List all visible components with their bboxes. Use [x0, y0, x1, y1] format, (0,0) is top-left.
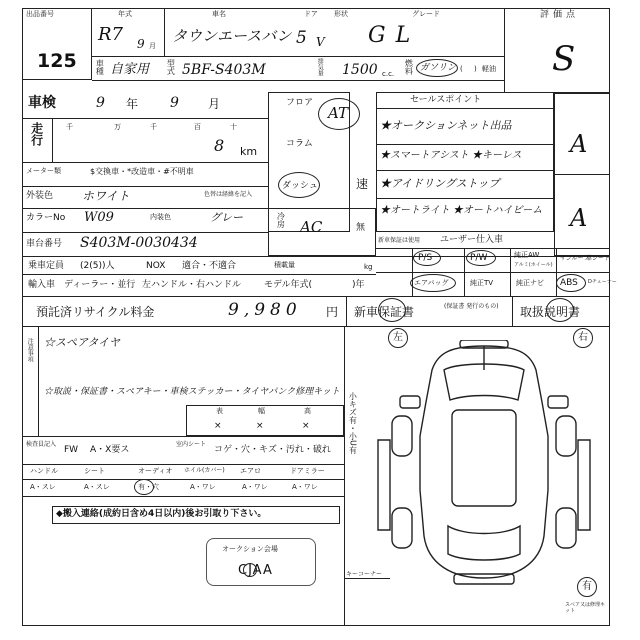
import-value: ディーラー・並行 — [64, 280, 136, 290]
recycle-value: 9,980 — [228, 300, 302, 320]
chassis-value: S403M-0030434 — [80, 235, 198, 251]
small-header-2: 幅 — [258, 407, 265, 415]
small-mark-1: × — [214, 421, 222, 431]
header-sep-1 — [164, 8, 165, 56]
recycle-sep — [346, 296, 347, 326]
car-rear — [448, 526, 520, 560]
chassis-top — [22, 232, 268, 233]
pw-circle — [466, 250, 496, 266]
sales-item-4: ★オートライト ★オートハイビーム — [380, 205, 543, 216]
sales-item-3: ★アイドリングストップ — [380, 177, 500, 190]
equip-navi: 純正ナビ — [516, 279, 544, 287]
wheel-rear-right — [556, 508, 576, 548]
notes-side-sep — [38, 326, 39, 436]
model-label: 型式 — [166, 59, 176, 75]
equip-airbag: エアバッグ — [414, 279, 449, 287]
import-label: 輸入車 — [28, 280, 56, 290]
aircon-label: 冷房 — [276, 212, 286, 228]
color-value: ホワイト — [82, 189, 130, 203]
car-outline — [420, 346, 548, 578]
new-car-notice: 新車保証は使用 — [378, 237, 421, 244]
recycle-top — [22, 296, 610, 297]
year-label: 年式 — [118, 10, 132, 18]
nox-label: NOX — [146, 261, 166, 271]
left-mirror — [400, 396, 420, 408]
equip-dtuner: Dチューナー — [588, 279, 617, 285]
exterior-rating: A — [570, 130, 588, 158]
score-value: S — [552, 39, 576, 79]
lot-number-label: 出品番号 — [26, 10, 54, 18]
import-model-year-end: )年 — [352, 280, 365, 290]
value-audio: 有・穴 — [138, 483, 159, 491]
equip-abs: ABS — [560, 278, 578, 288]
carname-value: タウンエースバン — [172, 27, 292, 45]
import-model-year: モデル年式( — [264, 280, 313, 290]
inspection-year: 9 — [96, 95, 105, 111]
shift-floor: フロア — [286, 98, 314, 108]
lot-number-value: 125 — [37, 50, 77, 72]
audio-circle — [134, 479, 154, 495]
value-wheel: A・ワレ — [190, 483, 216, 491]
notes-side-label: 注意事項 — [26, 338, 34, 362]
shift-dash: ダッシュ — [282, 181, 318, 191]
sales-line-1 — [376, 144, 554, 145]
room-label: 室内シート — [176, 441, 207, 448]
docs-sep — [512, 296, 513, 326]
interior-value: グレー — [210, 211, 243, 224]
small-table — [186, 405, 344, 436]
recycle-unit: 円 — [326, 305, 339, 319]
manual-circle — [546, 298, 574, 322]
equip-ps: P/S — [418, 253, 433, 263]
value-handle: A・スレ — [30, 483, 56, 491]
inspection-label: 車検 — [28, 95, 56, 111]
manual-label: 取扱説明書 — [520, 305, 581, 319]
spare-circle — [577, 577, 597, 597]
side-left — [378, 440, 390, 530]
chassis-label: 車台番号 — [26, 239, 63, 249]
value-mirror: A・ワレ — [292, 483, 318, 491]
shape-label: 形状 — [334, 10, 348, 18]
stamp-circle — [243, 563, 257, 577]
color-top — [22, 186, 268, 187]
capacity-label: 乗車定員 — [28, 261, 65, 271]
usage-value: 自家用 — [110, 62, 150, 77]
room-value: コゲ・穴・キズ・汚れ・破れ — [214, 445, 331, 455]
small-header-1: 表 — [216, 407, 223, 415]
mileage-label: 走行 — [29, 122, 44, 146]
sales-line-0 — [376, 108, 554, 109]
recycle-bottom — [22, 326, 610, 327]
warranty-note: (保証書 発行のもの) — [444, 303, 499, 310]
side-right — [578, 440, 590, 530]
notes-line-1: ☆スペアタイヤ — [44, 336, 121, 349]
check-mid-1 — [22, 464, 344, 465]
ps-circle — [413, 250, 441, 266]
door-label: ドア — [304, 10, 318, 18]
grade-value: GL — [368, 23, 421, 48]
grade-label: グレード — [412, 10, 440, 18]
shape-value: V — [316, 35, 325, 49]
aircon-value: AC — [300, 218, 323, 236]
sales-item-2: ★スマートアシスト ★キーレス — [380, 150, 522, 161]
row2-bottom — [92, 80, 504, 81]
field-mirror: ドアミラー — [290, 467, 325, 475]
capacity-value: (2(5))人 — [80, 261, 115, 271]
equip-leather: 革シート — [586, 255, 611, 262]
color-label: 外装色 — [26, 191, 54, 201]
inspection-month-unit: 月 — [208, 97, 221, 111]
stamp-line-2: CJAA — [238, 563, 273, 578]
sales-item-1: ★オークションネット出品 — [380, 119, 512, 132]
meter-label: メーター類 — [26, 167, 61, 175]
notes-sep — [344, 326, 345, 626]
score-label: 評価点 — [540, 10, 580, 20]
color-code-label: カラーNo — [26, 213, 66, 223]
fuel-paren-close: ) — [474, 65, 477, 73]
year-value: R7 — [98, 24, 124, 45]
scratch-note: 小キズ有・小U有 — [348, 392, 358, 454]
equip-aw-note: アルミ(ホイール) — [514, 262, 553, 268]
small-mark-3: × — [302, 421, 310, 431]
interior-rating: A — [570, 204, 588, 232]
nox-value: 適合・不適合 — [182, 261, 237, 271]
airbag-circle — [410, 274, 456, 292]
interior-label: 内装色 — [150, 213, 171, 221]
inspection-bottom — [22, 118, 268, 119]
abs-circle — [556, 274, 586, 292]
shift-at: AT — [328, 104, 349, 122]
color-code-value: W09 — [84, 210, 114, 225]
fw-value: A・X要ス — [90, 445, 130, 455]
notes-line-2: ☆取説・保証書・スペアキー・車検ステッカー・タイヤパンク修理キット — [44, 387, 340, 397]
load-unit: kg — [364, 263, 373, 271]
spare-note: スペア又は修理キット — [565, 602, 606, 614]
equip-aw: 純正AW — [514, 251, 540, 259]
wheel-rear-left — [392, 508, 412, 548]
value-seat: A・スレ — [84, 483, 110, 491]
user-equipment-title: ユーザー仕入車 — [440, 235, 504, 245]
mileage-unit-1: 千 — [66, 123, 73, 131]
right-mirror — [548, 396, 568, 408]
meter-options: $交換車・*改造車・#不明車 — [90, 167, 194, 176]
import-handle: 左ハンドル・右ハンドル — [142, 280, 242, 290]
warranty-label: 新車保証書 — [354, 305, 415, 319]
transport-notice: ◆搬入連絡(成約日含め4日以内)後お引取り下さい。 — [56, 509, 267, 519]
fuel-circle — [416, 59, 458, 77]
equip-sunroof: サンルーフ — [560, 255, 590, 262]
fw-label: FW — [64, 445, 79, 455]
doors-value: 5 — [296, 28, 307, 48]
displacement-label: 排気量 — [316, 58, 324, 76]
carname-label: 車名 — [212, 10, 226, 18]
check-top — [22, 436, 344, 437]
month-value: 9 — [137, 37, 145, 51]
mileage-value: 8 — [214, 136, 225, 155]
month-unit: 月 — [149, 42, 156, 50]
rating-sep — [554, 174, 610, 175]
value-aero: A・ワレ — [242, 483, 268, 491]
model-value: 5BF-S403M — [182, 62, 266, 78]
cc-unit: c.c. — [382, 70, 395, 78]
wheel-front-left — [392, 416, 412, 456]
recycle-label: 預託済リサイクル料金 — [36, 305, 155, 319]
field-seat: シート — [84, 467, 105, 475]
meter-top — [22, 162, 268, 163]
check-bottom — [22, 496, 344, 497]
spare-mark: 有 — [582, 581, 592, 592]
sales-title: セールスポイント — [410, 95, 482, 105]
equip-pw: P/W — [470, 253, 488, 263]
shift-speed: 速 — [356, 177, 369, 191]
field-handle: ハンドル — [30, 467, 58, 475]
right-mark: 右 — [578, 332, 588, 343]
inspection-year-unit: 年 — [126, 97, 139, 111]
mileage-unit-5: 十 — [230, 123, 237, 131]
mileage-unit-3: 千 — [150, 123, 157, 131]
equip-tv: 純正TV — [470, 279, 494, 287]
check-mid-2 — [22, 479, 344, 480]
dash-circle — [278, 172, 320, 198]
displacement-value: 1500 — [342, 62, 378, 78]
inspection-month: 9 — [170, 95, 179, 111]
fuel-value: ガソリン — [420, 63, 457, 73]
field-audio: オーディオ — [138, 467, 173, 475]
car-diagram — [360, 340, 608, 590]
mileage-unit: km — [240, 145, 258, 158]
mileage-sep — [52, 118, 53, 162]
left-mark: 左 — [393, 332, 403, 343]
stamp-line-1: オークション会場 — [222, 545, 278, 553]
key-corner-line — [344, 578, 390, 579]
small-mark-2: × — [256, 421, 264, 431]
warranty-circle — [378, 298, 406, 322]
header-divider — [92, 56, 504, 57]
usage-label: 車種 — [95, 59, 105, 75]
import-top — [22, 274, 376, 275]
sales-line-2 — [376, 170, 554, 171]
mileage-unit-4: 百 — [194, 123, 201, 131]
check-label: 検査員記入 — [26, 441, 57, 448]
wheel-front-right — [556, 416, 576, 456]
equip-mid — [376, 272, 610, 273]
mileage-unit-2: 万 — [114, 123, 121, 131]
field-aero: エアロ — [240, 467, 261, 475]
shift-column: コラム — [286, 139, 313, 149]
car-roof — [452, 410, 516, 506]
fuel-label: 燃料 — [404, 59, 414, 75]
field-wheel: ホイル(カバー) — [184, 467, 225, 474]
aircon-none: 無 — [356, 223, 366, 233]
sales-line-3 — [376, 198, 554, 199]
key-corner-label: キーコーナー — [346, 571, 383, 578]
color-note: 色替は経緯を記入 — [204, 191, 253, 198]
small-header-3: 高 — [304, 407, 311, 415]
load-label: 積載量 — [274, 261, 295, 269]
fuel-light: 軽油 — [482, 65, 496, 73]
code-top — [22, 208, 268, 209]
fuel-paren-open: ( — [460, 65, 463, 73]
